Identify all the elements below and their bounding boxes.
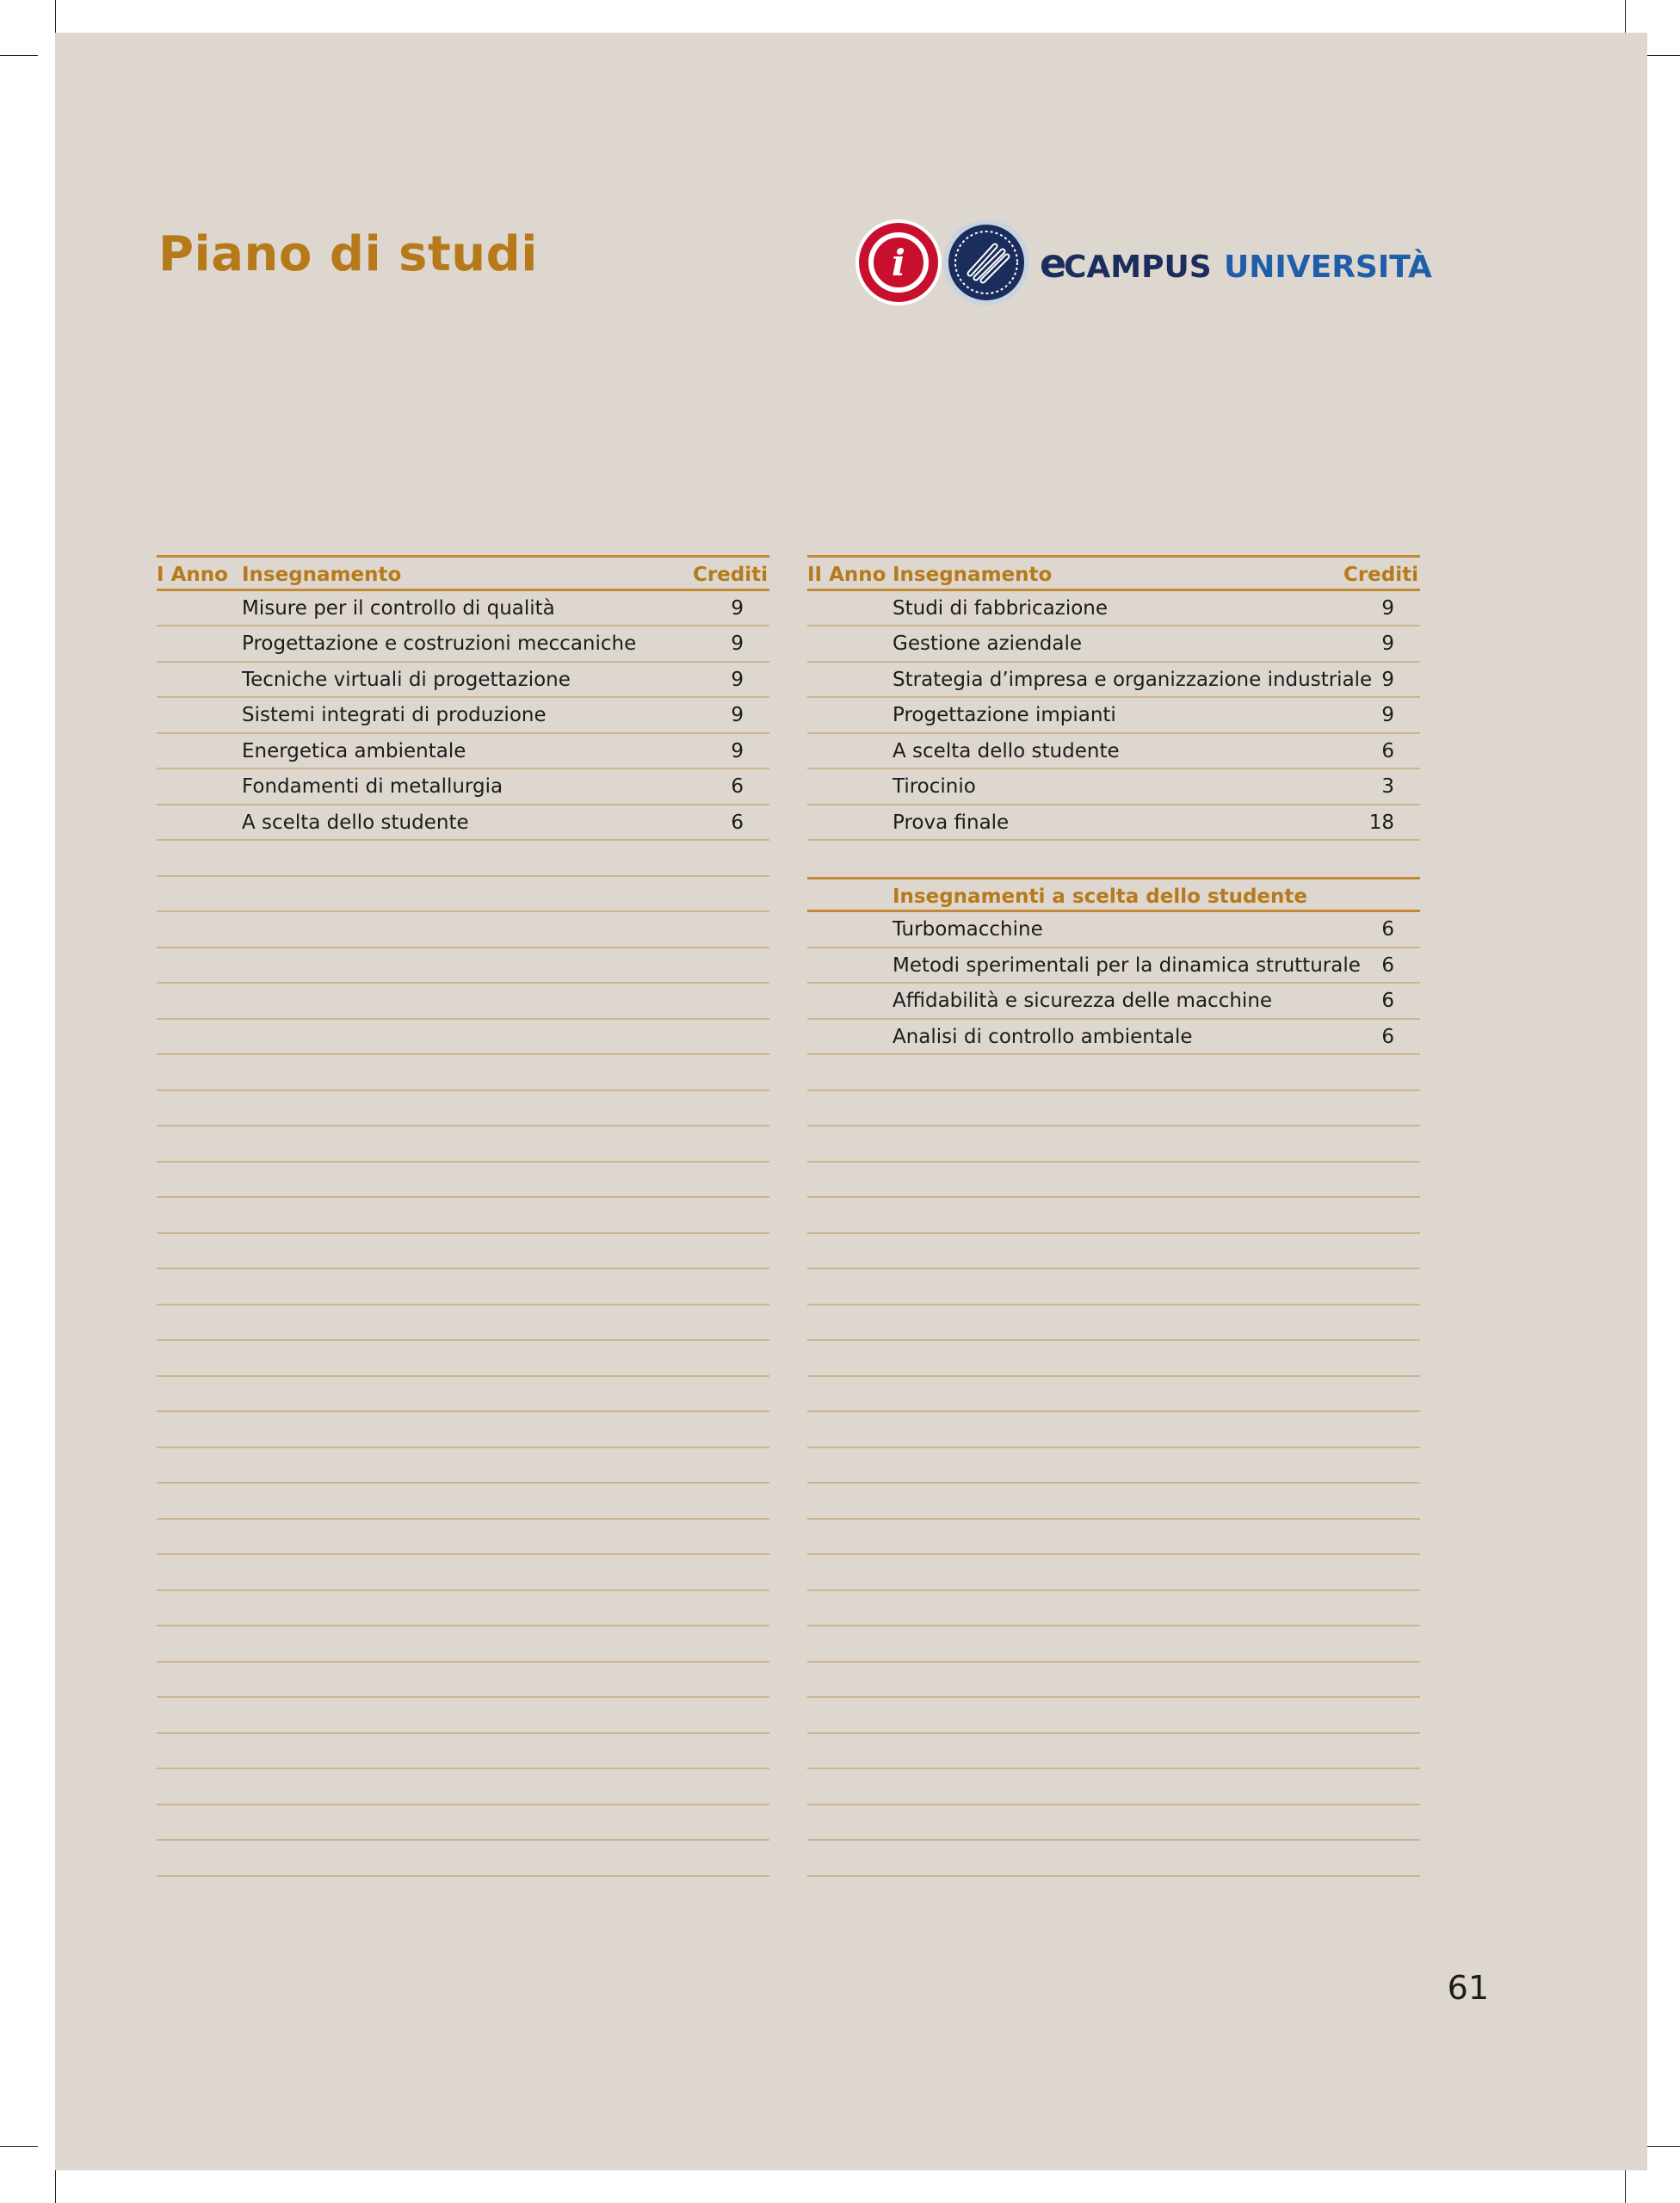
page (55, 33, 1647, 2170)
page-number: 61 (1447, 1969, 1489, 2007)
course-credits: 6 (731, 775, 744, 798)
course-name: Misure per il controllo di qualità (242, 596, 555, 620)
spacer-row (807, 841, 1420, 877)
course-credits: 6 (1381, 953, 1394, 977)
brand-e: e (1040, 240, 1067, 287)
table-row (807, 1020, 1420, 1056)
empty-ruled-line (157, 1163, 769, 1199)
electives-header-row (807, 877, 1420, 913)
course-name: Gestione aziendale (892, 633, 1082, 655)
table-row (157, 734, 769, 770)
course-name: Tirocinio (892, 775, 976, 798)
empty-ruled-line (807, 1591, 1420, 1627)
empty-ruled-line (807, 1663, 1420, 1699)
course-credits: 9 (1381, 704, 1394, 726)
empty-ruled-line (807, 1126, 1420, 1163)
empty-ruled-line (807, 1555, 1420, 1591)
empty-ruled-line (807, 1734, 1420, 1770)
course-name: A scelta dello studente (892, 739, 1120, 762)
empty-ruled-line (807, 1269, 1420, 1305)
empty-ruled-line (807, 1305, 1420, 1342)
brand-universita: UNIVERSITÀ (1224, 250, 1432, 285)
course-name: Affidabilità e sicurezza delle macchine (892, 990, 1273, 1012)
course-credits: 9 (731, 596, 744, 620)
empty-ruled-line (807, 1841, 1420, 1877)
empty-ruled-line (157, 1091, 769, 1127)
course-name: Studi di fabbricazione (892, 596, 1109, 620)
empty-ruled-line (807, 1234, 1420, 1270)
table-row (157, 805, 769, 842)
course-credits: 9 (731, 739, 744, 762)
ruled-lines (807, 1055, 1420, 1877)
empty-ruled-line (807, 1377, 1420, 1413)
empty-ruled-line (157, 1341, 769, 1377)
table-row (807, 948, 1420, 984)
crop-mark (1642, 2146, 1680, 2147)
year1-header-credits: Crediti (692, 564, 768, 586)
crop-mark (1625, 2170, 1626, 2203)
course-credits: 6 (1381, 1025, 1394, 1048)
course-name: A scelta dello studente (242, 811, 469, 834)
empty-ruled-line (157, 1769, 769, 1805)
empty-ruled-line (807, 1698, 1420, 1734)
course-credits: 9 (1381, 633, 1394, 655)
empty-ruled-line (157, 1734, 769, 1770)
empty-ruled-line (807, 1198, 1420, 1234)
course-credits: 9 (1381, 596, 1394, 620)
table-row (157, 698, 769, 734)
crop-mark (0, 2146, 38, 2147)
table-row (807, 734, 1420, 770)
course-credits: 9 (731, 668, 744, 691)
red-seal-letter: i (892, 242, 905, 284)
empty-ruled-line (157, 841, 769, 877)
empty-ruled-line (157, 1484, 769, 1520)
course-name: Fondamenti di metallurgia (242, 775, 503, 798)
course-name: Analisi di controllo ambientale (892, 1025, 1193, 1048)
empty-ruled-line (157, 1591, 769, 1627)
ruled-lines (157, 841, 769, 1877)
empty-ruled-line (157, 1663, 769, 1699)
table-row (807, 626, 1420, 663)
empty-ruled-line (157, 1269, 769, 1305)
empty-ruled-line (807, 1091, 1420, 1127)
empty-ruled-line (807, 1805, 1420, 1842)
empty-ruled-line (157, 1126, 769, 1163)
year2-header-row (807, 555, 1420, 591)
ecampus-logo (855, 215, 1475, 310)
empty-ruled-line (807, 1484, 1420, 1520)
empty-ruled-line (807, 1520, 1420, 1556)
empty-ruled-line (807, 1769, 1420, 1805)
empty-ruled-line (157, 1305, 769, 1342)
empty-ruled-line (157, 1805, 769, 1842)
empty-ruled-line (157, 984, 769, 1020)
course-name: Metodi sperimentali per la dinamica strutturale (892, 953, 1361, 977)
table-row (807, 663, 1420, 699)
course-credits: 6 (1381, 918, 1394, 941)
course-credits: 6 (1381, 739, 1394, 762)
course-name: Energetica ambientale (242, 739, 466, 762)
brand-campus: CAMPUS (1064, 250, 1212, 285)
empty-ruled-line (157, 1555, 769, 1591)
course-credits: 6 (731, 811, 744, 834)
table-row (157, 591, 769, 627)
table-row (157, 663, 769, 699)
course-credits: 9 (1381, 668, 1394, 691)
table-row (807, 805, 1420, 842)
year2-header-course: Insegnamento (892, 564, 1053, 586)
year2-header-credits: Crediti (1343, 564, 1418, 586)
table-row (157, 626, 769, 663)
empty-ruled-line (807, 1341, 1420, 1377)
year2-table (807, 555, 1420, 1877)
empty-ruled-line (157, 948, 769, 984)
crop-mark (0, 55, 38, 56)
empty-ruled-line (157, 1377, 769, 1413)
course-name: Prova finale (892, 811, 1010, 834)
course-name: Turbomacchine (892, 918, 1043, 941)
empty-ruled-line (157, 1448, 769, 1484)
year1-header-year: I Anno (157, 564, 228, 586)
empty-ruled-line (157, 877, 769, 913)
year1-table (157, 555, 769, 1877)
year2-header-year: II Anno (807, 564, 886, 586)
empty-ruled-line (157, 1841, 769, 1877)
year1-header-course: Insegnamento (242, 564, 402, 586)
course-name: Tecniche virtuali di progettazione (242, 668, 571, 691)
empty-ruled-line (157, 912, 769, 948)
course-name: Sistemi integrati di produzione (242, 704, 547, 726)
course-name: Progettazione e costruzioni meccaniche (242, 633, 637, 655)
table-row (807, 698, 1420, 734)
course-credits: 18 (1368, 811, 1394, 834)
empty-ruled-line (807, 1412, 1420, 1448)
table-row (807, 984, 1420, 1020)
table-row (807, 591, 1420, 627)
course-credits: 9 (731, 633, 744, 655)
crop-mark (1625, 0, 1626, 33)
course-name: Progettazione impianti (892, 704, 1116, 726)
empty-ruled-line (807, 1448, 1420, 1484)
table-row (807, 769, 1420, 805)
page-title: Piano di studi (158, 226, 538, 282)
empty-ruled-line (157, 1626, 769, 1663)
table-row (807, 912, 1420, 948)
year1-header-row (157, 555, 769, 591)
empty-ruled-line (807, 1626, 1420, 1663)
empty-ruled-line (157, 1412, 769, 1448)
course-name: Strategia d’impresa e organizzazione industriale (892, 668, 1373, 691)
empty-ruled-line (807, 1055, 1420, 1091)
crop-mark (55, 0, 56, 33)
empty-ruled-line (157, 1055, 769, 1091)
table-row (157, 769, 769, 805)
empty-ruled-line (807, 1163, 1420, 1199)
empty-ruled-line (157, 1520, 769, 1556)
crop-mark (1642, 55, 1680, 56)
empty-ruled-line (157, 1020, 769, 1056)
electives-header: Insegnamenti a scelta dello studente (892, 885, 1307, 908)
course-credits: 3 (1381, 775, 1394, 798)
empty-ruled-line (157, 1698, 769, 1734)
course-credits: 9 (731, 704, 744, 726)
empty-ruled-line (157, 1198, 769, 1234)
empty-ruled-line (157, 1234, 769, 1270)
crop-mark (55, 2170, 56, 2203)
course-credits: 6 (1381, 990, 1394, 1012)
